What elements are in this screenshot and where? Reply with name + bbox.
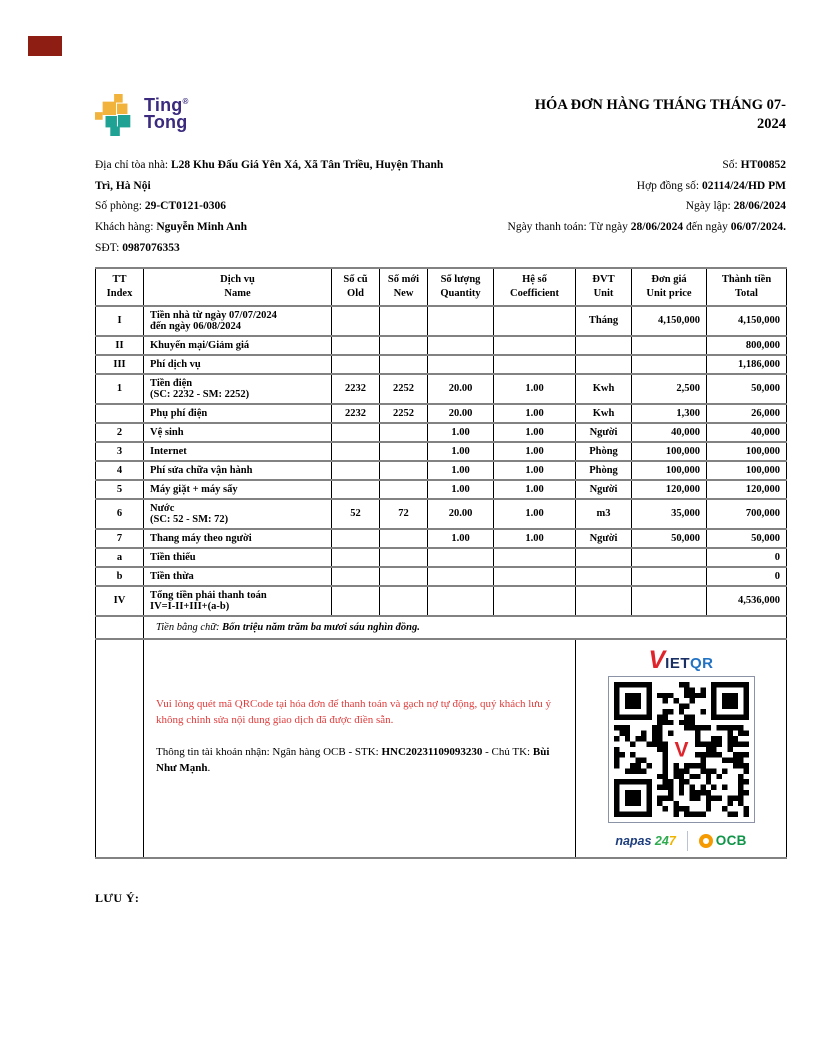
customer-phone: SĐT: 0987076353 <box>95 241 180 254</box>
table-cell-qty <box>428 586 494 616</box>
table-cell-unit: Tháng <box>576 306 632 336</box>
invoice-table-body <box>96 306 787 616</box>
table-cell-tt: 7 <box>96 529 144 548</box>
customer-info <box>95 155 447 258</box>
table-cell-price <box>632 336 707 355</box>
table-cell-name: Tiền nhà từ ngày 07/07/2024 đến ngày 06/08/2024 <box>144 306 332 336</box>
invoice-page <box>95 94 786 906</box>
table-cell-total: 700,000 <box>707 499 787 529</box>
table-cell-new <box>380 567 428 586</box>
table-cell-name: Tiền thừa <box>144 567 332 586</box>
table-cell-new <box>380 336 428 355</box>
table-cell-new: 2252 <box>380 374 428 404</box>
table-cell-qty: 20.00 <box>428 499 494 529</box>
table-cell-old: 2232 <box>332 404 380 423</box>
table-cell-price <box>632 586 707 616</box>
table-cell-coef: 1.00 <box>494 404 576 423</box>
table-cell-qty <box>428 306 494 336</box>
table-cell-old <box>332 423 380 442</box>
invoice-info <box>95 155 786 258</box>
table-cell-tt: a <box>96 548 144 567</box>
table-cell-unit: Người <box>576 480 632 499</box>
table-cell-total: 4,150,000 <box>707 306 787 336</box>
column-header: Hệ số Coefficient <box>494 268 576 305</box>
table-cell-coef: 1.00 <box>494 423 576 442</box>
table-cell-qty <box>428 355 494 374</box>
column-header: Số mới New <box>380 268 428 305</box>
table-cell-unit: Kwh <box>576 374 632 404</box>
payment-period: Ngày thanh toán: Từ ngày 28/06/2024 đến ngày 06/07/2024. <box>507 221 786 234</box>
table-cell-name: Tiền thiếu <box>144 548 332 567</box>
room-number: Số phòng: 29-CT0121-0306 <box>95 200 226 213</box>
table-cell-price <box>632 355 707 374</box>
qr-code <box>614 738 749 820</box>
table-cell-unit: Phòng <box>576 442 632 461</box>
table-cell-old <box>332 529 380 548</box>
table-cell-unit <box>576 586 632 616</box>
column-header: ĐVT Unit <box>576 268 632 305</box>
table-cell-qty <box>428 567 494 586</box>
table-cell-price: 120,000 <box>632 480 707 499</box>
table-row <box>96 480 787 499</box>
table-cell-coef: 1.00 <box>494 499 576 529</box>
table-cell-name: Internet <box>144 442 332 461</box>
table-cell-price: 50,000 <box>632 529 707 548</box>
table-header-row <box>96 268 787 305</box>
table-cell-coef: 1.00 <box>494 529 576 548</box>
table-cell-tt: I <box>96 306 144 336</box>
svg-text:V: V <box>673 738 689 762</box>
column-header: Đơn giá Unit price <box>632 268 707 305</box>
table-cell-old <box>332 336 380 355</box>
table-cell-old <box>332 461 380 480</box>
building-address: Địa chỉ tòa nhà: L28 Khu Đấu Giá Yên Xá, Xã Tân Triều, Huyện Thanh Trì, Hà Nội <box>95 159 444 192</box>
table-cell-coef <box>494 586 576 616</box>
table-cell-name: Khuyến mại/Giảm giá <box>144 336 332 355</box>
column-header: Số lượng Quantity <box>428 268 494 305</box>
payment-brands <box>580 831 782 851</box>
amount-in-words: Tiền bằng chữ: Bốn triệu năm trăm ba mươi sáu nghìn đồng. <box>144 616 787 639</box>
table-cell-name: Máy giặt + máy sấy <box>144 480 332 499</box>
table-cell-total: 120,000 <box>707 480 787 499</box>
table-row <box>96 586 787 616</box>
ocb-logo: OCB <box>699 833 747 848</box>
table-cell-total: 4,536,000 <box>707 586 787 616</box>
table-cell-old <box>332 548 380 567</box>
table-row <box>96 423 787 442</box>
table-cell-total: 0 <box>707 548 787 567</box>
table-cell-unit: m3 <box>576 499 632 529</box>
table-cell-name: Phí sửa chữa vận hành <box>144 461 332 480</box>
column-header: Dịch vụ Name <box>144 268 332 305</box>
table-cell-qty: 1.00 <box>428 461 494 480</box>
table-cell-name: Vệ sinh <box>144 423 332 442</box>
table-cell-tt: 3 <box>96 442 144 461</box>
table-cell-price: 1,300 <box>632 404 707 423</box>
table-cell-old <box>332 480 380 499</box>
amount-in-words-row <box>96 616 787 639</box>
payment-instructions <box>144 639 576 858</box>
table-cell-old <box>332 567 380 586</box>
table-row <box>96 461 787 480</box>
table-cell-new: 72 <box>380 499 428 529</box>
table-cell-qty: 1.00 <box>428 442 494 461</box>
table-cell-price: 4,150,000 <box>632 306 707 336</box>
customer-name: Khách hàng: Nguyễn Minh Anh <box>95 221 248 234</box>
table-cell-total: 50,000 <box>707 374 787 404</box>
table-cell-total: 100,000 <box>707 442 787 461</box>
table-cell-unit: Phòng <box>576 461 632 480</box>
invoice-meta <box>447 155 786 258</box>
table-cell-coef: 1.00 <box>494 461 576 480</box>
table-cell-total: 0 <box>707 567 787 586</box>
table-cell-tt: b <box>96 567 144 586</box>
table-cell-price: 2,500 <box>632 374 707 404</box>
table-cell-price: 35,000 <box>632 499 707 529</box>
table-cell-name: Phí dịch vụ <box>144 355 332 374</box>
table-cell-tt: 1 <box>96 374 144 404</box>
account-info: Thông tin tài khoản nhận: Ngân hàng OCB - STK: HNC20231109093230 - Chủ TK: Bùi Như Mạnh. <box>156 745 550 775</box>
qr-frame <box>608 676 755 823</box>
table-row <box>96 548 787 567</box>
table-cell-qty: 1.00 <box>428 423 494 442</box>
table-cell-name: Nước (SC: 52 - SM: 72) <box>144 499 332 529</box>
table-cell-new: 2252 <box>380 404 428 423</box>
table-cell-qty <box>428 548 494 567</box>
table-cell-qty: 1.00 <box>428 480 494 499</box>
table-row <box>96 404 787 423</box>
column-header: Số cũ Old <box>332 268 380 305</box>
table-cell-tt: 4 <box>96 461 144 480</box>
table-cell-tt: 5 <box>96 480 144 499</box>
table-cell-qty: 1.00 <box>428 529 494 548</box>
table-cell-price <box>632 567 707 586</box>
record-marker <box>28 36 62 56</box>
empty-cell <box>96 616 144 639</box>
table-cell-unit: Kwh <box>576 404 632 423</box>
table-cell-total: 1,186,000 <box>707 355 787 374</box>
table-cell-coef <box>494 336 576 355</box>
table-row <box>96 306 787 336</box>
table-cell-tt: III <box>96 355 144 374</box>
table-cell-old: 2232 <box>332 374 380 404</box>
column-header: TT Index <box>96 268 144 305</box>
table-cell-qty: 20.00 <box>428 404 494 423</box>
table-cell-unit <box>576 548 632 567</box>
note-heading: LƯU Ý: <box>95 890 140 905</box>
table-cell-unit <box>576 355 632 374</box>
table-cell-coef <box>494 567 576 586</box>
invoice-title: HÓA ĐƠN HÀNG THÁNG THÁNG 07- 2024 <box>534 97 786 132</box>
table-cell-tt: 6 <box>96 499 144 529</box>
invoice-number: Số: HT00852 <box>722 159 786 171</box>
table-cell-old <box>332 355 380 374</box>
table-cell-qty <box>428 336 494 355</box>
payment-row <box>96 639 787 858</box>
table-cell-tt: II <box>96 336 144 355</box>
table-cell-new <box>380 548 428 567</box>
table-cell-name: Phụ phí điện <box>144 404 332 423</box>
table-row <box>96 499 787 529</box>
table-cell-old <box>332 306 380 336</box>
table-cell-total: 26,000 <box>707 404 787 423</box>
column-header: Thành tiền Total <box>707 268 787 305</box>
table-cell-tt: 2 <box>96 423 144 442</box>
table-cell-name: Tổng tiền phải thanh toán IV=I-II+III+(a-b) <box>144 586 332 616</box>
table-row <box>96 336 787 355</box>
qr-section <box>576 639 787 858</box>
table-cell-old <box>332 586 380 616</box>
table-cell-unit <box>576 567 632 586</box>
table-cell-old: 52 <box>332 499 380 529</box>
table-cell-new <box>380 480 428 499</box>
table-cell-old <box>332 442 380 461</box>
table-cell-total: 40,000 <box>707 423 787 442</box>
table-cell-unit <box>576 336 632 355</box>
table-cell-coef <box>494 548 576 567</box>
table-row <box>96 529 787 548</box>
table-cell-new <box>380 586 428 616</box>
payment-notice: Vui lòng quét mã QRCode tại hóa đơn để thanh toán và gạch nợ tự động, quý khách lưu ý không chỉnh sửa nội dung giao dịch đã được điền sẵn. <box>156 697 551 727</box>
table-cell-price: 100,000 <box>632 442 707 461</box>
table-cell-unit: Người <box>576 423 632 442</box>
contract-number: Hợp đồng số: 02114/24/HD PM <box>636 179 786 192</box>
napas-logo: napas 247 <box>615 833 676 848</box>
table-cell-new <box>380 423 428 442</box>
table-cell-new <box>380 461 428 480</box>
table-cell-price: 100,000 <box>632 461 707 480</box>
tingtong-logo-text: Ting® Tong <box>144 95 189 132</box>
table-row <box>96 567 787 586</box>
table-cell-price: 40,000 <box>632 423 707 442</box>
vietqr-logo: VIETQR <box>648 645 714 674</box>
table-cell-coef: 1.00 <box>494 442 576 461</box>
table-cell-new <box>380 306 428 336</box>
table-cell-price <box>632 548 707 567</box>
table-cell-total: 50,000 <box>707 529 787 548</box>
table-cell-total: 800,000 <box>707 336 787 355</box>
ocb-icon <box>699 834 713 848</box>
table-cell-tt: IV <box>96 586 144 616</box>
table-cell-total: 100,000 <box>707 461 787 480</box>
table-cell-coef: 1.00 <box>494 480 576 499</box>
table-cell-unit: Người <box>576 529 632 548</box>
table-row <box>96 374 787 404</box>
invoice-header <box>95 94 786 141</box>
tingtong-logo <box>95 94 189 141</box>
table-cell-new <box>380 355 428 374</box>
table-cell-name: Thang máy theo người <box>144 529 332 548</box>
registered-mark: ® <box>182 97 189 106</box>
table-cell-coef: 1.00 <box>494 374 576 404</box>
tingtong-logo-icon <box>95 94 137 141</box>
table-cell-coef <box>494 355 576 374</box>
table-cell-tt <box>96 404 144 423</box>
brand-divider <box>687 831 688 851</box>
empty-cell <box>96 639 144 858</box>
table-cell-name: Tiền điện (SC: 2232 - SM: 2252) <box>144 374 332 404</box>
issue-date: Ngày lập: 28/06/2024 <box>685 200 786 213</box>
table-cell-new <box>380 529 428 548</box>
table-cell-new <box>380 442 428 461</box>
table-row <box>96 442 787 461</box>
table-row <box>96 355 787 374</box>
table-cell-coef <box>494 306 576 336</box>
table-cell-qty: 20.00 <box>428 374 494 404</box>
invoice-table <box>95 267 787 858</box>
